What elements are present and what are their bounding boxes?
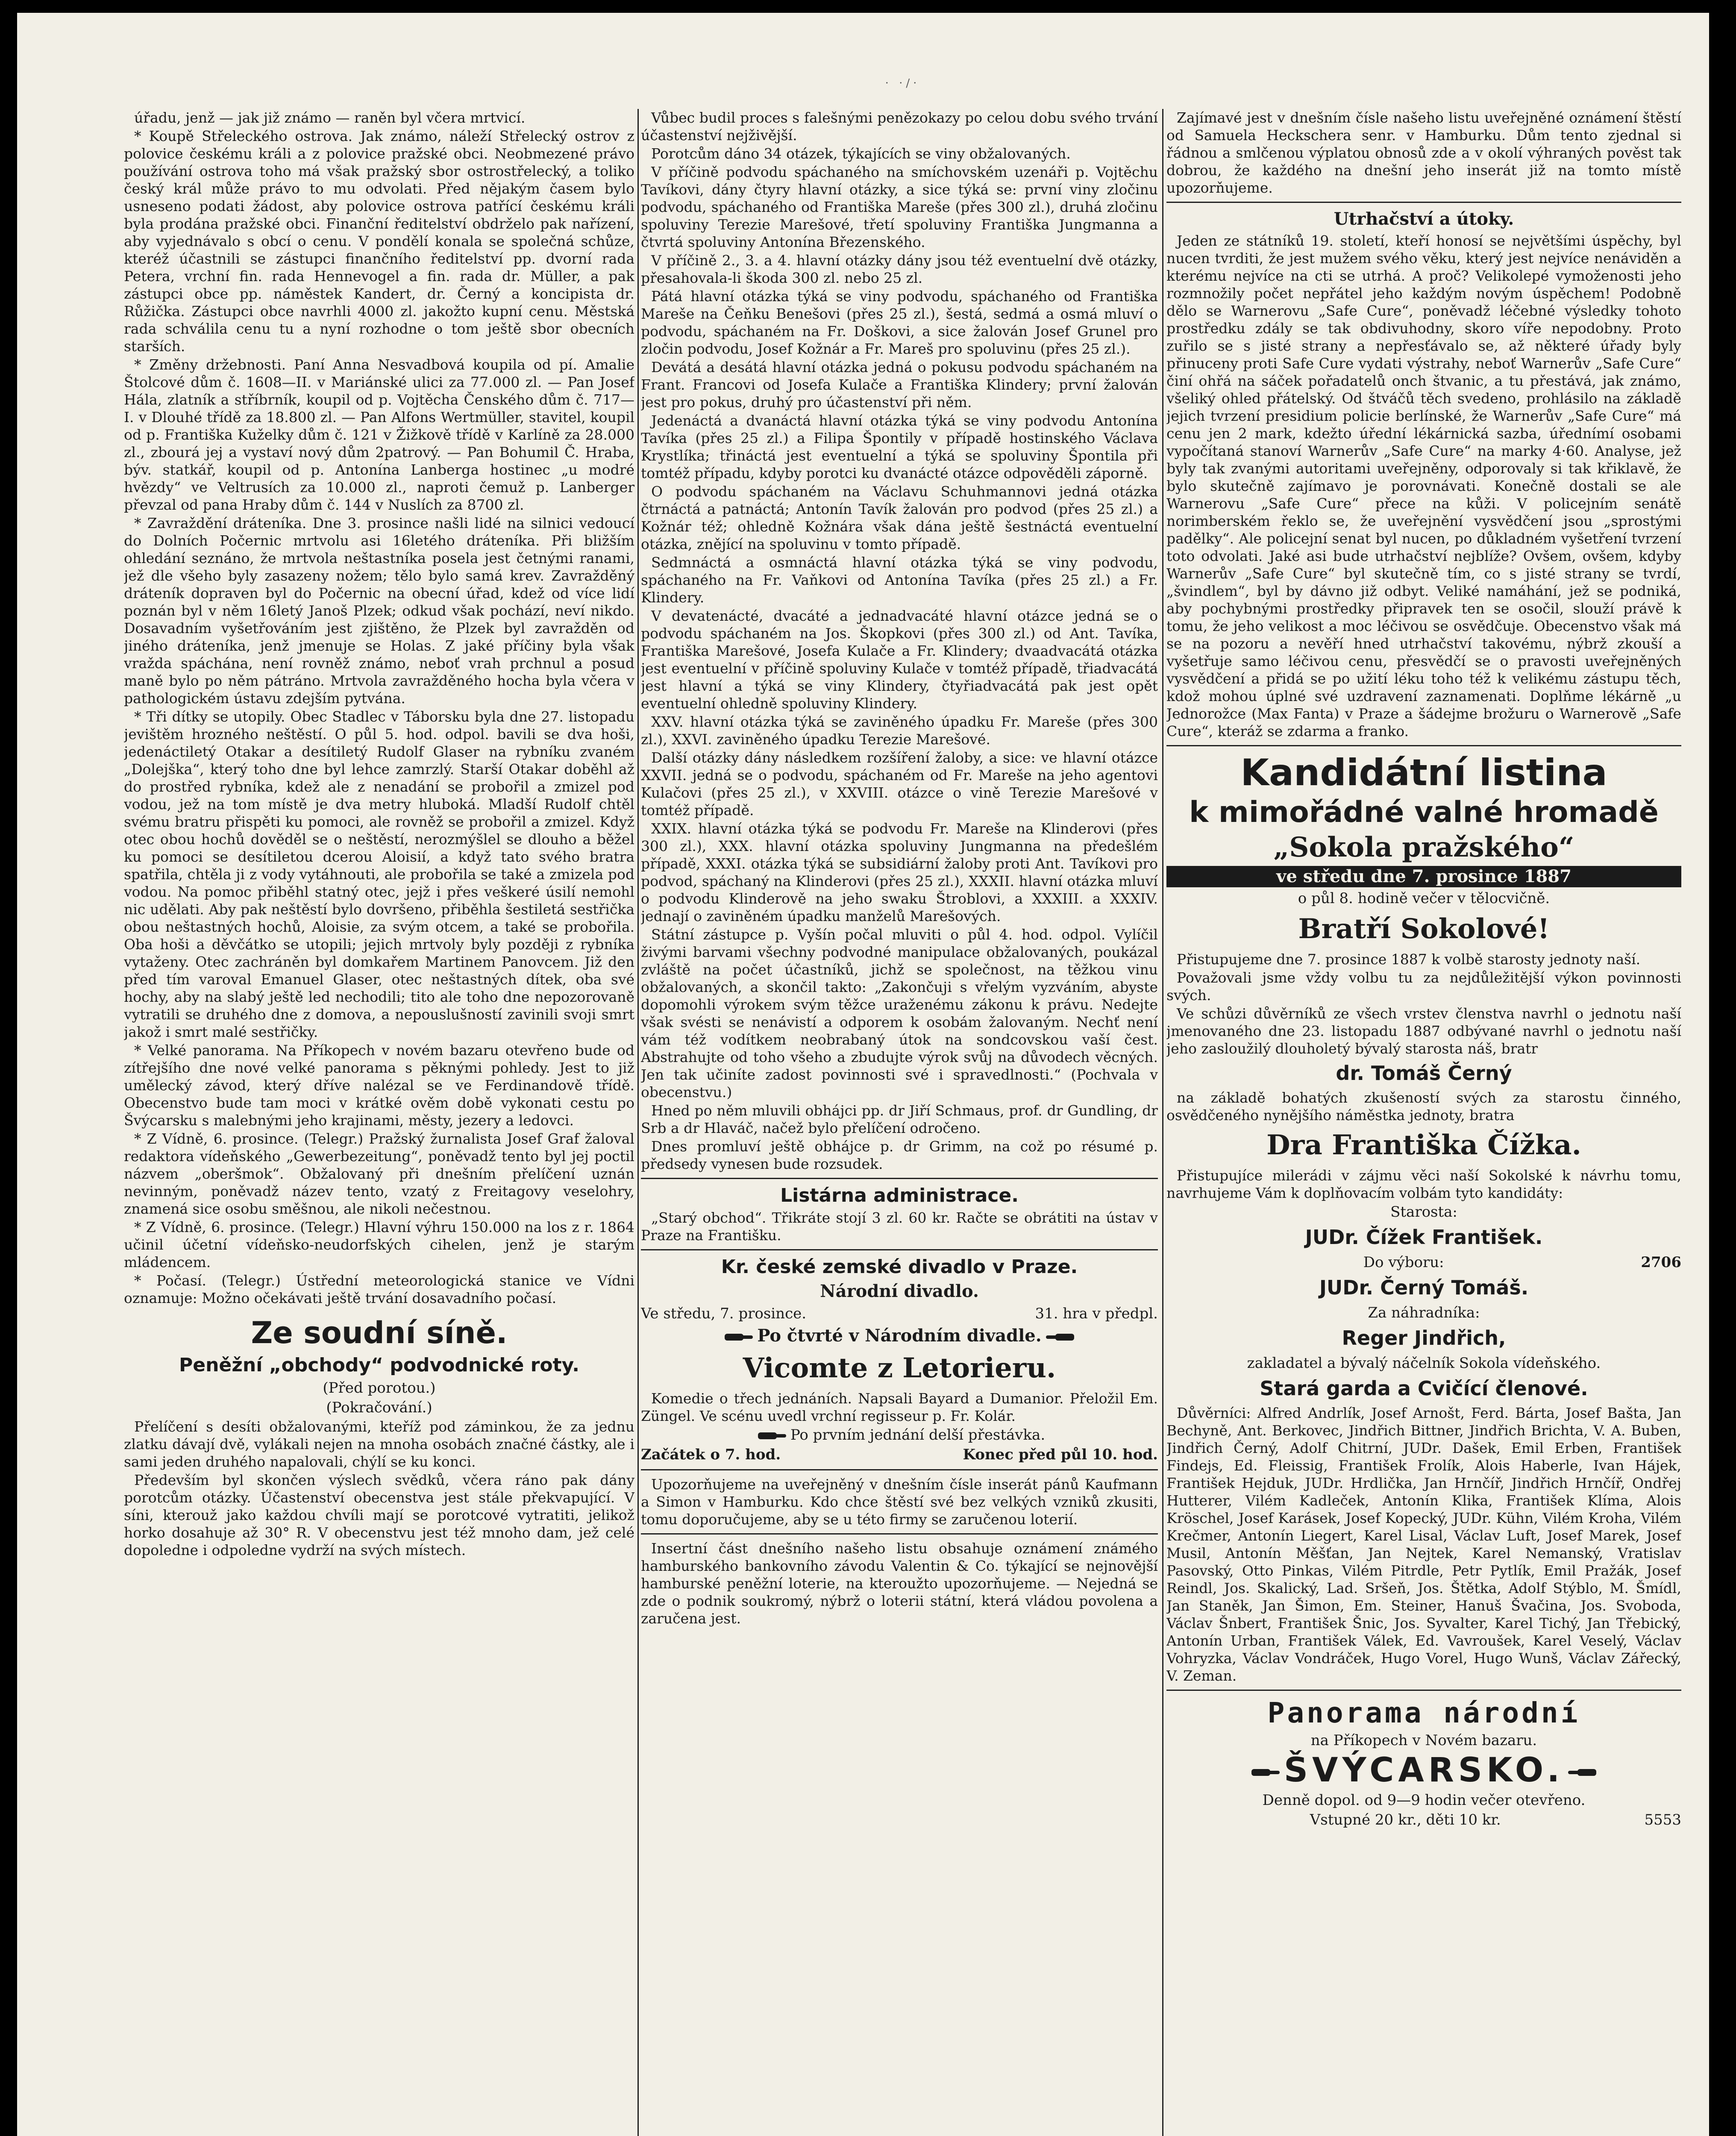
section-title: Ze soudní síně. <box>251 1315 508 1350</box>
article-subtitle: (Pokračování.) <box>326 1399 432 1416</box>
role-label: Za náhradníka: <box>1368 1304 1480 1321</box>
article-paragraph: Sedmnáctá a osmnáctá hlavní otázka týká se viny podvodu, spáchaného na Fr. Vaňkovi od Antonína Tavíka (přes 25 zl.) a Fr. Klindery. <box>641 554 1158 606</box>
pointing-hand-icon <box>758 1430 786 1442</box>
stara-garda: Stará garda a Cvičící členové. <box>1260 1377 1588 1400</box>
newspaper-page <box>17 13 1709 2136</box>
news-paragraph: * Tři dítky se utopily. Obec Stadlec v Táborsku byla dne 27. listopadu jevištěm hrozného neštěstí. O půl 5. hod. odpol. bavili se dva hoši, jedenáctiletý Otakar a desítiletý Rudolf Glaser na rybníku zvaném „Dolejška“, který toho dne byl lehce zamrzlý. Starší Otakar doběhl až do prostřed rybníka, kdež ale z nenadání se probořil a zmizel pod vodou, jež na tom místě je dva metry hluboká. Mladší Rudolf chtěl svému bratru přispěti ku pomoci, ale rovněž se probořil a zmizel. Když otec obou hochů dověděl se o neštěstí, nerozmýšlel se dlouho a běžel ku pomoci se desítiletou dcerou Aloisií, a když tato svého bratra spatřila, chtěla ji z vody vytáhnouti, ale probořila se také a zmizela pod vodou. Na pomoc přiběhl statný otec, jejž i přes veškeré úsilí nemohl nic udělati. Aby pak neštěstí bylo dovršeno, přiběhla šestiletá sestřička obou neštastných hochů, Aloisie, za svým otcem, a také se probořila. Oba hoši a děvčátko se utopili; jejich mrtvoly byly později z rybníka vytaženy. Otec zachráněn byl domkařem Martinem Panovcem. Již den před tím varoval Emanuel Glaser, otec neštastných dítek, oba své hochy, aby na slabý ještě led nechodili; tito ale toho dne nepozorovaně vytratili se druhého dne z domova, a nepouslušností zavinili svoji smrt jakož i smrt malé sestřičky. <box>124 708 634 1040</box>
article-paragraph: Přelíčení s desíti obžalovanými, kteříž pod záminkou, že za jednu zlatku dávají dvě, vylákali nejen na mnoha osobách značné částky, ale i sami jeden druhého napalovali, chýlí se ku konci. <box>124 1418 634 1470</box>
theatre-date: Ve středu, 7. prosince. <box>641 1305 807 1322</box>
article-paragraph: Jeden ze státníků 19. století, kteří honosí se největšími úspěchy, byl nucen tvrditi, že jest mužem svého věku, který jest nejvíce nenáviděn a kterému nejvíce na cti se utrhá. A proč? Velikolepé vymoženosti jeho rozmnožily počet nepřátel jeho každým novým úspěchem! Podobně dělo se Warnerovu „Safe Cure“, poněvadž léčebné výsledky tohoto prostředku zdály se tak obdivuhodny, skoro víře nepodobny. Proto zuřilo se s jisté strany a nepřesťávalo se, až některé úřady byly přinuceny proti Safe Cure vydati výstrahy, neboť Warnerův „Safe Cure“ činí ohřá na sáček pořadatelů onch štvanic, a tu přestává, jak známo, všeliký ohled přátelský. Od štváčů těch svedeno, prohlásilo na základě jejich tvrzení presidium policie berlínské, že Warnerův „Safe Cure“ má cenu jen 2 mark, kdežto úřední lékárnická sazba, úřednímí osobami vypočítaná stanoví Warnerův „Safe Cure“ na marky 4·60. Analyse, jež byly tak zvanými autoritami uveřejněny, odporovaly si tak křiklavě, že bylo skutečně zajímavo je porovnávati. Konečně dostali se ale Warnerovu „Safe Cure“ přece na kůži. V policejním senátě norimberském řeklo se, že uveřejnění vysvědčení jsou „sprostými padělky“. Ale policejní senat byl nucen, po důkladném vyšetření tvrzení toto odvolati. Jaké asi bude utrhačství nejblíže? Ovšem, ovšem, kdyby Warnerův „Safe Cure“ byl skutečně tím, co s jisté strany se tvrdí, „švindlem“, byl by dávno již odbyt. Veliké namáhání, jež se podniká, aby pochybnými prostředky připravek ten se osočil, slouží právě k tomu, že jeho velikost a moc léčivou se osvědčuje. Obecenstvo však má se na pozoru a nevěří hned utrhačství takovému, nýbrž zkouší a vyšetřuje samo léčivou cenu, přesvědčí se o pravosti uveřejněných vysvědčení a přidá se po užití léku toho též k velikému zástupu těch, kdož mohou úplné své uzdravení zaznamenati. Doplňme lékárně „u Jednorožce (Max Fanta) v Praze a šádejme brožuru o Warnerově „Safe Cure“, kteráž se zdarma a franko. <box>1166 232 1681 739</box>
column-rule <box>637 109 639 2136</box>
article-subtitle: (Před porotou.) <box>323 1379 436 1397</box>
news-paragraph: * Z Vídně, 6. prosince. (Telegr.) Hlavní výhru 150.000 na los z r. 1864 učinil účetní vídeňsko-neudorfských cihelen, jenž je starým mládencem. <box>124 1219 634 1270</box>
column-2 <box>641 109 1158 2136</box>
news-paragraph: * Počasí. (Telegr.) Ústřední meteorologická stanice ve Vídni oznamuje: Možno očekávati ještě trvání dosavadního počasí. <box>124 1272 634 1306</box>
candidate-paragraph: Přistupujeme dne 7. prosince 1887 k volbě starosty jednoty naší. <box>1177 951 1641 968</box>
theatre-date-row <box>641 1304 1158 1323</box>
theatre-times <box>641 1445 1158 1464</box>
article-paragraph: XXV. hlavní otázka týká se zaviněného úpadku Fr. Mareše (přes 300 zl.), XXVI. zaviněného úpadku Terezie Marešové. <box>641 713 1158 748</box>
role-label: Do výboru: <box>1363 1254 1444 1271</box>
brothers-heading: Bratří Sokolové! <box>1298 913 1550 945</box>
article-paragraph: O podvodu spáchaném na Václavu Schuhmannovi jedná otázka čtrnáctá a patnáctá; Antonín Tavík žalován pro podvod (přes 25 zl.) a Kožnár též; ohledně Kožnára však dána ještě šestnáctá eventuelní otázka, znějící na spoluvinu v tomto případě. <box>641 483 1158 552</box>
theatre-description: Komedie o třech jednáních. Napsali Bayard a Dumanior. Přeložil Em. Züngel. Ve scénu uvedl vrchní regisseur p. Fr. Kolár. <box>641 1390 1158 1424</box>
panorama-entry: Vstupné 20 kr., děti 10 kr. <box>1310 1811 1501 1828</box>
pointing-hand-icon <box>1046 1331 1074 1343</box>
pointing-hand-icon <box>725 1331 753 1343</box>
candidate-description: zakladatel a bývalý náčelník Sokola vídeňského. <box>1247 1355 1601 1372</box>
candidate-name: JUDr. Černý Tomáš. <box>1319 1276 1529 1299</box>
article-paragraph: Vůbec budil proces s falešnými penězokazy po celou dobu svého trvání účastenství nejživější. <box>641 109 1158 144</box>
trustees-list: Důvěrníci: Alfred Andrlík, Josef Arnošt, Ferd. Bárta, Josef Bašta, Jan Bechyně, Ant. Berkovec, Jindřich Bittner, Jindřich Brichta, V. A. Buben, Jindřich Černý, Adolf Chitrní, JUDr. Dašek, Emil Erben, František Findejs, Ed. Fleissig, František Frolík, Alois Haberle, Ivan Hájek, František Hejduk, JUDr. Hrdlička, Jan Hrnčíř, Jindřich Hrnčíř, Ondřej Hutterer, Vilém Kadleček, Antonín Klika, František Klíma, Alois Kröschel, Josef Karásek, Josef Kopecký, JUDr. Kühn, Vilém Kroha, Vilém Krečmer, Antonín Liegert, Karel Lisal, Václav Luft, Josef Marek, Josef Musil, Antonín Měšťan, Jan Nejtek, Karel Nemanský, Vratislav Pasovský, Otto Pinkas, Vilém Pitrdle, Petr Pytlík, Emil Pražák, Josef Reindl, Jos. Skalický, Lad. Sršeň, Jos. Štětka, Adolf Stýblo, M. Šmídl, Jan Staněk, Jan Šimon, Em. Steiner, Hanuš Švačina, Jos. Svoboda, Václav Šnbert, František Šnic, Jos. Syvalter, Karel Tichý, Jan Třebický, Antonín Urban, František Válek, Ed. Vavroušek, Karel Veselý, Václav Vohryzka, Václav Vondráček, Hugo Vorel, Hugo Wunš, Václav Zářecký, V. Zeman. <box>1166 1405 1681 1684</box>
article-paragraph: Především byl skončen výslech svědků, včera ráno pak dány porotcům otázky. Účastenství obecenstva jest stále překvapující. V síni, kterouž jako každou chvíli mají se porotcové vytratiti, jelikož horko dosahuje až 30° R. V obecenstvu jest též mnoho dam, jež celé dopoledne i odpoledne vydrží na svých místech. <box>124 1472 634 1558</box>
article-title: Peněžní „obchody“ podvodnické roty. <box>179 1354 579 1376</box>
candidate-list-time: o půl 8. hodině večer v tělocvičně. <box>1298 890 1550 907</box>
listarna-title: Listárna administrace. <box>780 1185 1019 1206</box>
theatre-fourth: Po čtvrté v Národním divadle. <box>641 1325 1158 1347</box>
candidate-name: dr. Tomáš Černý <box>1336 1062 1512 1085</box>
candidate-list-org: „Sokola pražského“ <box>1273 831 1574 863</box>
notice-paragraph: Zajímavé jest v dnešním čísle našeho listu uveřejněné oznámení štěstí od Samuela Heckschera senr. v Hamburku. Dům tento zjednal si řádnou a smlčenou výplatou obnosů zde a v okolí výhraných pověst tak dobrou, že každého na dnešní jeho inserát již na tomto místě upozorňujeme. <box>1166 109 1681 196</box>
theatre-start: Začátek o 7. hod. <box>641 1446 781 1463</box>
divider <box>1166 202 1681 203</box>
news-paragraph: * Zavraždění dráteníka. Dne 3. prosince našli lidé na silnici vedoucí do Dolních Počernic mrtvolu asi 16letého dráteníka. Při bližším ohledání seznáno, že mrtvola neštastníka posela jest četnými ranami, jež dle všeho byly zasazeny nožem; tělo bylo samá krev. Zavražděný dráteník dopraven byl do Počernic na obecní úřad, kdež od více lidí poznán byl v něm 16letý Janoš Plzek; odkud však pochází, neví nikdo. Dosavadním vyšetřováním jest zjištěno, že Plzek byl zavražděn od jiného dráteníka, jenž jmenuje se Holas. Z jaké příčiny byla však vražda spáchána, není rovněž známo, neboť vrah prchnul a posud maně bylo po něm pátráno. Mrtvola zavražděného hocha byla včera v pathologickém ústavu zdejším pytvána. <box>124 515 634 707</box>
divider <box>641 1249 1158 1250</box>
article-paragraph: XXIX. hlavní otázka týká se podvodu Fr. Mareše na Klinderovi (přes 300 zl.), XXX. hlavní otázka spoluviny Jungmanna na předešlém případě, XXXI. otázka týká se subsidiární žaloby proti Ant. Tavíkovi pro podvod, spáchaný na Klinderovi (přes 25 zl.), XXXII. hlavní otázka mluví o podvodu Klinderově na jeho swaku Štroblovi, a XXXIII. a XXXIV. jednají o zaviněném úpadku manželů Marešových. <box>641 820 1158 924</box>
candidate-list-date: ve středu dne 7. prosince 1887 <box>1166 866 1681 887</box>
article-paragraph: Jedenáctá a dvanáctá hlavní otázka týká se viny podvodu Antonína Tavíka (přes 25 zl.) a Filipa Špontily v případě hostinského Václava Krystlíka; třináctá jest eventuelní a týká se spoluviny Špontila při tomtéž případu, kdyby porotci ku dvanácté otázce odpověděli záporně. <box>641 412 1158 481</box>
divider <box>641 1469 1158 1470</box>
ad-number: 2706 <box>1641 1254 1681 1271</box>
theatre-subtitle: Národní divadlo. <box>820 1281 979 1301</box>
candidate-paragraph: na základě bohatých zkušeností svých za starostu činného, osvědčeného nynějšího náměstka jednoty, bratra <box>1166 1089 1681 1124</box>
pointing-hand-icon <box>1568 1766 1596 1778</box>
theatre-play: Vicomte z Letorieru. <box>743 1352 1056 1384</box>
panorama-location: na Příkopech v Novém bazaru. <box>1310 1732 1537 1749</box>
committee-row <box>1166 1253 1681 1272</box>
article-paragraph: Devátá a desátá hlavní otázka jedná o pokusu podvodu spáchaném na Frant. Francovi od Josefa Kulače a Františka Klindery; první žalován jest pro pokus, druhý pro účastenství při něm. <box>641 359 1158 411</box>
panorama-exhibit: ŠVÝCARSKO. <box>1166 1751 1681 1790</box>
candidate-name: Dra Františka Čížka. <box>1266 1129 1581 1161</box>
theatre-title: Kr. české zemské divadlo v Praze. <box>721 1256 1078 1278</box>
theatre-performance: 31. hra v předpl. <box>1035 1305 1158 1322</box>
column-1 <box>124 109 634 2136</box>
news-paragraph: * Velké panorama. Na Příkopech v novém bazaru otevřeno bude od zítřejšího dne nové velké panorama s pěknými pohledy. Jest to již umělecký závod, který dříve nalézal se ve Ferdinandově třídě. Obecenstvo bude tam moci v krátké ověm době vykonati cestu po Švýcarsku s malebnými jeho krajinami, městy, jezery a ledovci. <box>124 1042 634 1129</box>
candidate-name: Reger Jindřich, <box>1342 1326 1506 1350</box>
pointing-hand-icon <box>1251 1766 1280 1778</box>
article-paragraph: Porotcům dáno 34 otázek, týkajících se viny obžalovaných. <box>651 145 1071 162</box>
candidate-name: JUDr. Čížek František. <box>1305 1226 1543 1249</box>
article-paragraph: V příčině podvodu spáchaného na smíchovském uzenáři p. Vojtěchu Tavíkovi, dány čtyry hlavní otázky, a sice týká se: první viny zločinu podvodu, spáchaného od Františka Mareše (přes 300 zl.), druhá zločinu spoluviny Terezie Marešové, třetí spoluviny Františka Jungmanna a čtvrtá spoluviny Antonína Březenského. <box>641 164 1158 250</box>
theatre-intermission: Po prvním jednání delší přestávka. <box>641 1426 1158 1444</box>
listarna-text: „Starý obchod“. Třikráte stojí 3 zl. 60 kr. Račte se obrátiti na ústav v Praze na Františku. <box>641 1209 1158 1244</box>
panorama-entry-row <box>1166 1810 1681 1829</box>
top-fragment: · ·/· <box>885 77 920 90</box>
news-paragraph: * Koupě Střeleckého ostrova. Jak známo, náleží Střelecký ostrov z polovice českému králi a z polovice pražské obci. Neobmezené právo používání ostrova toho má však pražský sbor ostrostřelecký, a toliko český král může právo to mu odvolati. Před nějakým časem bylo usneseno podati žádost, aby polovice ostrova patřící českému králi byla prodána pražské obci. Finanční ředitelství obdrželo pak nařízení, aby vyjednávalo s obcí o cenu. V pondělí konala se společná schůze, kteréž účastnili se zástupci finančního ředitelství pp. dvorní rada Petera, vrchní fin. rada Hennevogel a fin. rada dr. Müller, a pak zástupci obce pp. náměstek Kandert, dr. Černý a koncipista dr. Růžička. Zástupci obce navrhli 4000 zl. jakožto kupní cenu. Městská rada schválila cenu tu a nyní rozhodne o tom ještě sbor obecních starších. <box>124 128 634 355</box>
divider <box>641 1178 1158 1179</box>
panorama-title: Panorama národní <box>1267 1696 1580 1729</box>
candidate-paragraph: Ve schůzi důvěrníků ze všech vrstev členstva navrhl o jednotu naší jmenovaného dne 23. listopadu 1887 odbývané navrhl o jednotu naší jeho zasloužilý dlouholetý bývalý starosta náš, bratr <box>1166 1005 1681 1057</box>
ad-number: 5553 <box>1644 1811 1681 1828</box>
theatre-end: Konec před půl 10. hod. <box>963 1446 1158 1463</box>
article-paragraph: V devatenácté, dvacáté a jednadvacáté hlavní otázce jedná se o podvodu spáchaném na Jos. Škopkovi (přes 300 zl.) od Ant. Tavíka, Františka Marešové, Josefa Kulače a Fr. Klindery; dvaadvacátá otázka jest eventuelní v příčině spoluviny Kulače v tomtéž případě, třiadvacátá jest hlavní a týká se viny Klindery, čtyřiadvacátá pak jest opět eventuelní ohledně spoluviny Klindery. <box>641 607 1158 712</box>
panorama-hours: Denně dopol. od 9—9 hodin večer otevřeno. <box>1262 1792 1586 1809</box>
divider <box>1166 1690 1681 1691</box>
candidate-paragraph: Přistupujíce milerádi v zájmu věci naší Sokolské k návrhu tomu, navrhujeme Vám k doplňovacím volbám tyto kandidáty: <box>1166 1167 1681 1201</box>
article-paragraph: Další otázky dány následkem rozšíření žaloby, a sice: ve hlavní otázce XXVII. jedná se o podvodu, spáchaném od Fr. Mareše na jeho agentovi Kulačovi (přes 25 zl.), v XXVIII. otázce o vině Terezie Marešové v tomtéž případě. <box>641 749 1158 819</box>
column-rule <box>1162 109 1163 2136</box>
article-paragraph: Hned po něm mluvili obhájci pp. dr Jiří Schmaus, prof. dr Gundling, dr Srb a dr Hlaváč, načež bylo přelíčení odročeno. <box>641 1102 1158 1136</box>
article-paragraph: Dnes promluví ještě obhájce p. dr Grimm, na což po résumé p. předsedy vynesen bude rozsudek. <box>641 1138 1158 1172</box>
candidate-list-subtitle: k mimořádné valné hromadě <box>1189 795 1659 829</box>
divider <box>1166 745 1681 746</box>
candidate-list-title: Kandidátní listina <box>1240 751 1607 794</box>
role-label: Starosta: <box>1390 1203 1457 1221</box>
news-paragraph: * Z Vídně, 6. prosince. (Telegr.) Pražský žurnalista Josef Graf žaloval redaktora vídeňského „Gewerbezeitung“, poněvadž tento byl jej poctil názvem „oberšmok“. Obžalovaný při dnešním přelíčení uznán nevinným, poněvadž název tento, vzatý z Freitagovy veselohry, znamená sice osobu směšnou, ale nikoli nečestnou. <box>124 1130 634 1217</box>
news-paragraph: úřadu, jenž — jak již známo — raněn byl včera mrtvicí. <box>134 109 526 126</box>
column-3 <box>1166 109 1681 2136</box>
section-title: Utrhačství a útoky. <box>1334 209 1514 229</box>
article-paragraph: Pátá hlavní otázka týká se viny podvodu, spáchaného od Františka Mareše na Čeňku Benešovi (přes 25 zl.), šestá, sedmá a osmá mluví o podvodu, spáchaném na Fr. Doškovi, a sice žalován Josef Grunel pro zločin podvodu, Josef Kožnár a Fr. Mareš pro spoluvinu (přes 25 zl.). <box>641 288 1158 357</box>
article-paragraph: Státní zástupce p. Vyšín počal mluviti o půl 4. hod. odpol. Vylíčil živými barvami všechny podvodné manipulace obžalovaných, poukázal zvláště na počet účastníků, jichž se společnost, na těžkou vinu obžalovaných, a skončil takto: „Zakončuji s vřelým vyzváním, abyste dopomohli výrokem svým těžce uraženému zákonu k právu. Nedejte však svésti se nenávistí a odporem k osobám žalovaným. Nechť není vám též vodítkem neobrabaný útok na sondcovskou vaší čest. Abstrahujte od toho všeho a zbudujte výrok svůj na důvodech věcných. Jen tak učiníte zadost povinnosti své i spravedlnosti.“ (Pochvala v obecenstvu.) <box>641 926 1158 1100</box>
divider <box>641 1533 1158 1535</box>
news-paragraph: * Změny držebnosti. Paní Anna Nesvadbová koupila od pí. Amalie Štolcové dům č. 1608—II. v Mariánské ulici za 77.000 zl. — Pan Josef Hála, zlatník a stříbrník, koupil od p. Vojtěcha Čenského dům č. 717—I. v Dlouhé třídě za 18.800 zl. — Pan Alfons Wertmüller, stavitel, koupil od p. Františka Kuželky dům č. 121 v Žižkově třídě v Karlíně za 28.000 zl., zbourá jej a vystaví nový dům 2patrový. — Pan Bohumil Č. Hraba, býv. statkář, koupil od p. Antonína Lanberga hostinec „u modré hvězdy“ ve Veltrusích za 10.000 zl., naproti čemuž p. Lanberger převzal od pana Hraby dům č. 144 v Nuslích za 8700 zl. <box>124 356 634 513</box>
candidate-paragraph: Považovali jsme vždy volbu tu za nejdůležitější výkon povinnosti svých. <box>1166 969 1681 1003</box>
article-paragraph: V příčině 2., 3. a 4. hlavní otázky dány jsou též eventuelní dvě otázky, přesahovala-li škoda 300 zl. nebo 25 zl. <box>641 252 1158 286</box>
notice-paragraph: Insertní část dnešního našeho listu obsahuje oznámení známého hamburského bankovního závodu Valentin & Co. týkající se nejnovější hamburské peněžní loterie, na kteroužto upozorňujeme. — Nejedná se zde o podnik soukromý, nýbrž o loterii státní, která vládou povolena a zaručena jest. <box>641 1540 1158 1627</box>
notice-paragraph: Upozorňujeme na uveřejněný v dnešním čísle inserát pánů Kaufmann a Simon v Hamburku. Kdo chce štěstí své bez velkých vzniků zkusiti, tomu doporučujeme, aby se u této firmy se zaručenou loterií. <box>641 1476 1158 1528</box>
